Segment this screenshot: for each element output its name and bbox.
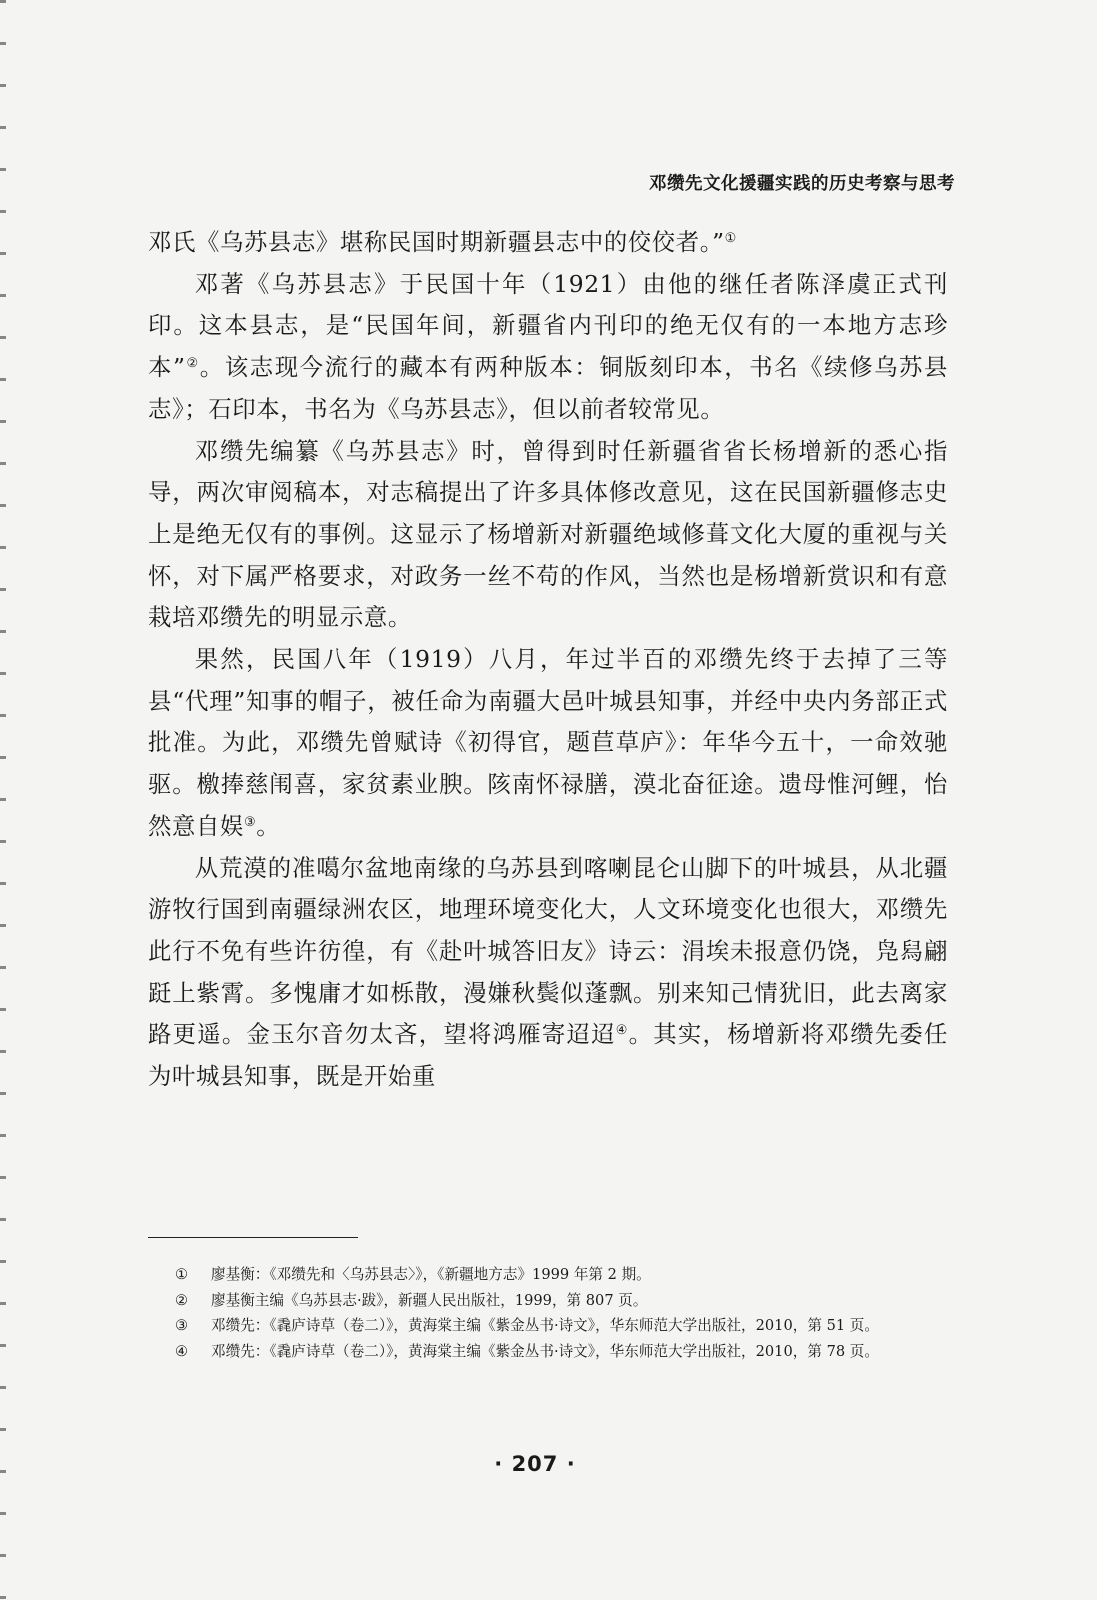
footnote [175, 1341, 950, 1363]
main-text [148, 222, 948, 1098]
paragraph-text: 邓氏《乌苏县志》堪称民国时期新疆县志中的佼佼者。” [148, 228, 725, 256]
paragraph-text: 从荒漠的准噶尔盆地南缘的乌苏县到喀喇昆仑山脚下的叶城县，从北疆游牧行国到南疆绿洲农区，地理环境变化大，人文环境变化也很大，邓缵先此行不免有些许彷徨，有《赴叶城答旧友》诗云：涓埃未报意仍饶，凫舄翩跹上紫霄。多愧庸才如栎散，漫嫌秋鬓似蓬飘。别来知己情犹旧，此去离家路更遥。金玉尔音勿太吝，望将鸿雁寄迢迢 [148, 853, 948, 1049]
footnotes [175, 1264, 950, 1366]
footnote [175, 1264, 950, 1286]
footnote-reference[interactable]: ④ [615, 1023, 629, 1039]
footnote-mark: ③ [175, 1317, 189, 1334]
footnote-mark: ① [175, 1266, 189, 1283]
paragraph [148, 431, 948, 640]
paragraph-text: 。 [256, 811, 281, 840]
paragraph-text: 。该志现今流行的藏本有两种版本：铜版刻印本，书名《续修乌苏县志》；石印本，书名为《乌苏县志》，但以前者较常见。 [148, 353, 949, 423]
paragraph-text: 。其实，杨增新将邓缵先委任为叶城县知事，既是开始重 [148, 1020, 948, 1091]
paragraph [148, 222, 948, 264]
footnote-text: 邓缵先：《毳庐诗草（卷二）》，黄海棠主编《紫金丛书·诗文》，华东师范大学出版社，2010，第 51 页。 [211, 1317, 879, 1334]
footnote-text: 邓缵先：《毳庐诗草（卷二）》，黄海棠主编《紫金丛书·诗文》，华东师范大学出版社，2010，第 78 页。 [211, 1342, 879, 1360]
running-header: 邓缵先文化援疆实践的历史考察与思考 [649, 174, 955, 194]
footnote-reference[interactable]: ① [724, 231, 737, 246]
paragraph [148, 264, 948, 431]
footnote-mark: ④ [175, 1342, 189, 1360]
footnote [175, 1290, 950, 1312]
scan-binding-edge [0, 0, 6, 1600]
paragraph [148, 848, 948, 1098]
footnote-text: 廖基衡：《邓缵先和〈乌苏县志〉》，《新疆地方志》1999 年第 2 期。 [211, 1266, 651, 1283]
footnote-reference[interactable]: ③ [243, 814, 257, 830]
paragraph-text: 邓缵先编纂《乌苏县志》时，曾得到时任新疆省省长杨增新的悉心指导，两次审阅稿本，对志稿提出了许多具体修改意见，这在民国新疆修志史上是绝无仅有的事例。这显示了杨增新对新疆绝域修葺文化大厦的重视与关怀，对下属严格要求，对政务一丝不苟的作风，当然也是杨增新赏识和有意栽培邓缵先的明显示意。 [148, 436, 948, 632]
footnote-mark: ② [175, 1291, 189, 1309]
footnote [175, 1315, 950, 1337]
page-number: · 207 · [494, 1452, 576, 1476]
paragraph [148, 639, 948, 848]
paragraph-text: 果然，民国八年（1919）八月，年过半百的邓缵先终于去掉了三等县“代理”知事的帽子，被任命为南疆大邑叶城县知事，并经中央内务部正式批准。为此，邓缵先曾赋诗《初得官，题苣草庐》：年华今五十，一命效驰驱。檄捧慈闱喜，家贫素业腴。陔南怀禄膳，漠北奋征途。遗母惟河鲤，怡然意自娱 [148, 645, 948, 840]
footnote-divider [148, 1237, 358, 1238]
footnote-text: 廖基衡主编《乌苏县志·跋》，新疆人民出版社，1999，第 807 页。 [211, 1291, 648, 1309]
paragraph-text: 邓著《乌苏县志》于民国十年（1921）由他的继任者陈泽虞正式刊印。这本县志，是“民国年间，新疆省内刊印的绝无仅有的一本地方志珍本” [148, 269, 948, 382]
footnote-reference[interactable]: ② [185, 356, 200, 372]
